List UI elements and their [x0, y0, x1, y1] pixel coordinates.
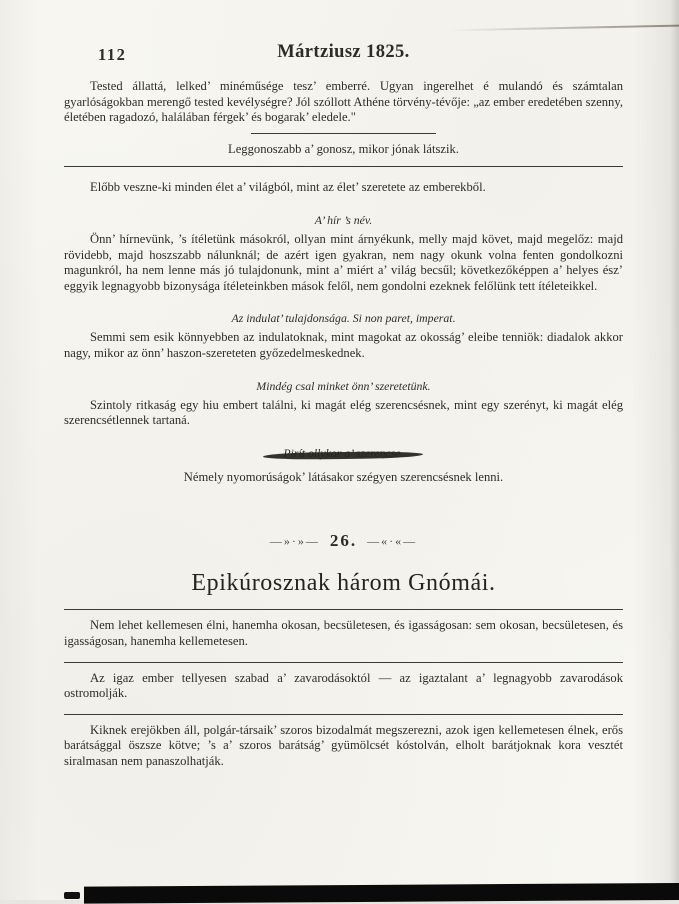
- page-number: 112: [98, 45, 127, 64]
- paragraph-hirnev: Önn’ hírnevünk, ’s ítéletünk másokról, ollyan mint árnyékunk, melly majd követ, majd megelőz: majd rövidebb, majd hoszszabb nálunknál; de azért igen gyakran, nem nagy okunk volna fenten gondolkozni magunkról, ha nem lenne más jó tulajdonunk, mint a’ miért a’ világ becsűl; következőképpen a’ helyes ész’ eggyik legnagyobb bizonysága ítéleteinkben mások felől, nem gondolni ezeknek felőlünk tett ítéleteikkel.: [64, 231, 623, 293]
- scan-artifact-bottom-bar: [84, 883, 679, 904]
- paragraph-elobb: Előbb veszne-ki minden élet a’ világból, mint az élet’ szeretete az emberekből.: [90, 180, 486, 195]
- subheading-hir-nev: A’ hír ’s név.: [314, 212, 373, 227]
- paragraph-indulat: Semmi sem esik könnyebben az indulatoknak, mint magokat az okosság’ eleibe tenniök: diadalok akkor nagy, mikor az önn’ haszon-szereteten győzedelmeskednek.: [64, 330, 623, 360]
- section-separator: [64, 531, 623, 551]
- subheading-pirit-wrapper: [64, 444, 623, 462]
- section-title: Epikúrosznak három Gnómái.: [191, 570, 496, 597]
- paragraph-szintoly: Szintoly ritkaság egy hiu embert találni, ki magát elég szerencsésnek, mint egy szerényt, ki magát elég szerencsétlennek tartaná.: [64, 397, 623, 428]
- horizontal-rule-short: [251, 133, 436, 134]
- ornament-left: —»·»—: [269, 533, 320, 548]
- subheading-mindeg: Mindég csal minket önn’ szeretetünk.: [256, 378, 431, 393]
- ornament-right: —«·«—: [367, 533, 418, 548]
- subheading-indulat: Az indulat’ tulajdonsága. Si non paret, imperat.: [231, 311, 456, 326]
- scan-artifact-mark: [64, 892, 80, 899]
- section-number: 26.: [329, 531, 358, 551]
- paragraph-nemely: Némely nyomorúságok’ látásakor szégyen szerencsésnek lenni.: [183, 469, 504, 484]
- horizontal-rule: [64, 714, 623, 715]
- subheading-pirit: [277, 446, 409, 461]
- paragraph-kiknek: Kiknek erejökben áll, polgár-társaik’ szoros bizodalmát megszerezni, azok igen kellemetesen élnek, erős barátsággal öszsze kötve; ’s a’ szoros barátság’ gyümölcsét kóstolván, elholt barátjoknak kora vesztét siralmasan nem panaszolhatják.: [64, 722, 623, 768]
- paragraph-nem-lehet: Nem lehet kellemesen élni, hanemha okosan, becsületesen, és igasságosan: sem okosan, becsületesen, és igasságosan, hanemha kellemetesen.: [64, 618, 623, 648]
- paragraph-igaz-ember: Az igaz ember tellyesen szabad a’ zavarodásoktól — az igaztalant a’ legnagyobb zavarodások ostromolják.: [64, 670, 623, 701]
- running-title: Mártziusz 1825.: [277, 42, 410, 62]
- scan-edge-shadow: [670, 0, 679, 900]
- horizontal-rule: [64, 166, 623, 167]
- paragraph-tested: Tested állattá, lelked’ minéműsége tesz’ emberré. Ugyan ingerelhet é mulandó és számtalan gyarlóságokban merengő tested kevélységre? Jól szóllott Athéne törvény-tévője: „az ember eredetében szenny, életében ragadozó, halálában férgek’ és bogarak’ eledele.": [64, 79, 623, 125]
- page-header: [64, 42, 623, 66]
- horizontal-rule: [64, 662, 623, 663]
- maxim-gonosz: Leggonoszabb a’ gonosz, mikor jónak látszik.: [228, 141, 459, 156]
- horizontal-rule: [64, 609, 623, 610]
